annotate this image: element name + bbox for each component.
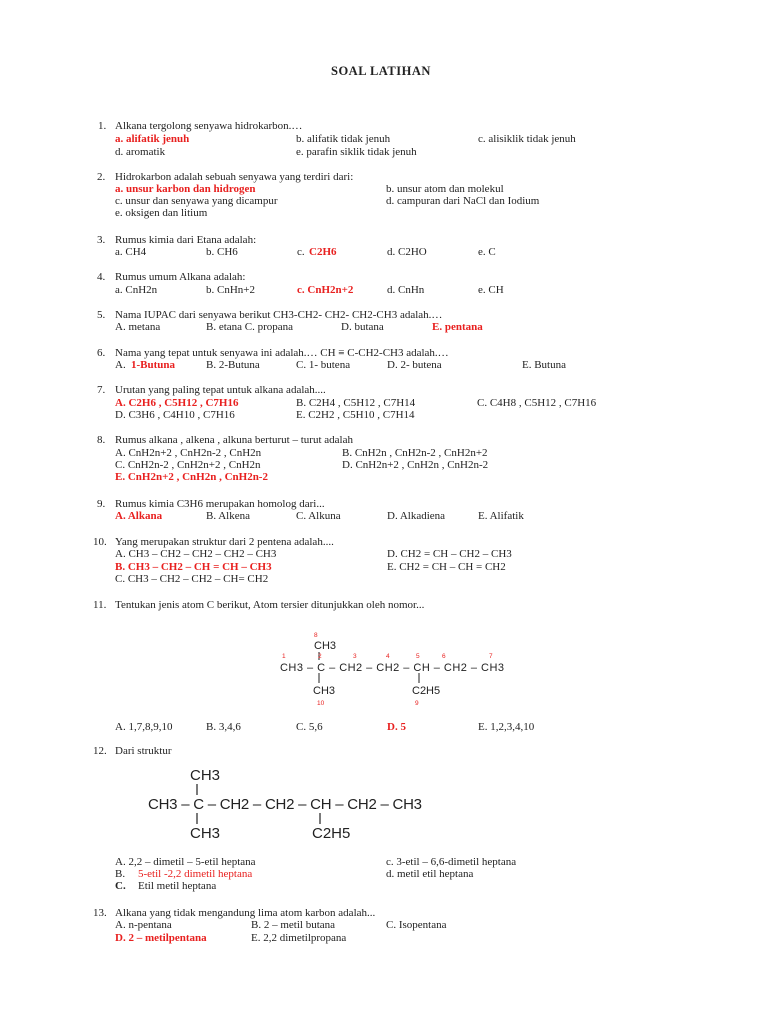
q1-option-e[interactable]: e. parafin siklik tidak jenuh: [296, 146, 417, 158]
q4-number: 4.: [97, 271, 106, 283]
q3-number: 3.: [97, 234, 106, 246]
q5-option-a[interactable]: A. metana: [115, 321, 161, 333]
q11-num-4: 4: [386, 653, 390, 660]
q11-text: Tentukan jenis atom C berikut, Atom tersier ditunjukkan oleh nomor...: [115, 599, 425, 611]
q1-option-d[interactable]: d. aromatik: [115, 146, 166, 158]
q12-option-a[interactable]: A. 2,2 – dimetil – 5-etil heptana: [115, 856, 256, 868]
q11-num-9: 9: [415, 700, 419, 707]
q13-option-b[interactable]: B. 2 – metil butana: [251, 919, 336, 931]
q10-option-a[interactable]: A. CH3 – CH2 – CH2 – CH2 – CH3: [115, 548, 277, 560]
q12-option-b-prefix: B.: [115, 868, 126, 880]
q5-option-b[interactable]: B. etana C. propana: [206, 321, 294, 333]
q6-option-a-prefix: A.: [115, 359, 126, 371]
q11-top-ch3: CH3: [314, 640, 337, 652]
q6-option-d[interactable]: D. 2- butena: [387, 359, 442, 371]
q2-text: Hidrokarbon adalah sebuah senyawa yang terdiri dari:: [115, 171, 354, 183]
q11-num-6: 6: [442, 653, 446, 660]
q12-structure-diagram: [140, 762, 440, 842]
q4-option-e[interactable]: e. CH: [478, 284, 504, 296]
q11-num-3: 3: [353, 653, 357, 660]
q12-number: 12.: [93, 745, 107, 757]
q12-bottom-left-ch3: CH3: [190, 825, 221, 842]
q10-number: 10.: [93, 536, 107, 548]
q7-text: Urutan yang paling tepat untuk alkana adalah....: [115, 384, 326, 396]
q6-option-b[interactable]: B. 2-Butuna: [206, 359, 260, 371]
q11-num-5: 5: [416, 653, 420, 660]
q10-option-d[interactable]: D. CH2 = CH – CH2 – CH3: [387, 548, 512, 560]
q11-bottom-left-ch3: CH3: [313, 685, 336, 697]
q11-option-d[interactable]: D. 5: [387, 721, 406, 733]
q12-top-ch3: CH3: [190, 767, 221, 784]
q11-num-7: 7: [489, 653, 493, 660]
q5-text: Nama IUPAC dari senyawa berikut CH3-CH2- CH2- CH2-CH3 adalah.…: [115, 309, 443, 321]
q13-text: Alkana yang tidak mengandung lima atom karbon adalah...: [115, 907, 376, 919]
q3-option-c-prefix: c.: [297, 246, 305, 258]
q11-option-e[interactable]: E. 1,2,3,4,10: [478, 721, 535, 733]
q9-option-d[interactable]: D. Alkadiena: [387, 510, 446, 522]
q12-main-chain: CH3 – C – CH2 – CH2 – CH – CH2 – CH3: [148, 796, 422, 813]
q8-option-e[interactable]: E. CnH2n+2 , CnH2n , CnH2n-2: [115, 471, 268, 483]
q8-option-a[interactable]: A. CnH2n+2 , CnH2n-2 , CnH2n: [115, 447, 262, 459]
q2-option-c[interactable]: c. unsur dan senyawa yang dicampur: [115, 195, 278, 207]
q13-number: 13.: [93, 907, 107, 919]
q1-option-b[interactable]: b. alifatik tidak jenuh: [296, 133, 391, 145]
q11-option-b[interactable]: B. 3,4,6: [206, 721, 241, 733]
q2-number: 2.: [97, 171, 106, 183]
q8-option-b[interactable]: B. CnH2n , CnH2n-2 , CnH2n+2: [342, 447, 488, 459]
q3-option-e[interactable]: e. C: [478, 246, 496, 258]
q1-option-a[interactable]: a. alifatik jenuh: [115, 133, 190, 145]
q2-option-e[interactable]: e. oksigen dan litium: [115, 207, 208, 219]
q9-number: 9.: [97, 498, 106, 510]
q7-option-b[interactable]: B. C2H4 , C5H12 , C7H14: [296, 397, 416, 409]
q3-option-d[interactable]: d. C2HO: [387, 246, 427, 258]
q7-number: 7.: [97, 384, 106, 396]
q5-option-e[interactable]: E. pentana: [432, 321, 483, 333]
q1-option-c[interactable]: c. alisiklik tidak jenuh: [478, 133, 576, 145]
q12-option-dd[interactable]: d. metil etil heptana: [386, 868, 474, 880]
q11-option-a[interactable]: A. 1,7,8,9,10: [115, 721, 173, 733]
q2-option-a[interactable]: a. unsur karbon dan hidrogen: [115, 183, 256, 195]
q13-option-d[interactable]: D. 2 – metilpentana: [115, 932, 207, 944]
q2-option-b[interactable]: b. unsur atom dan molekul: [386, 183, 504, 195]
q11-num-1: 1: [282, 653, 286, 660]
q12-option-c-prefix: C.: [115, 880, 126, 892]
q6-number: 6.: [97, 347, 106, 359]
q6-option-e[interactable]: E. Butuna: [522, 359, 566, 371]
q9-option-e[interactable]: E. Alifatik: [478, 510, 524, 522]
q6-text: Nama yang tepat untuk senyawa ini adalah.… CH ≡ C-CH2-CH3 adalah.…: [115, 347, 449, 359]
q2-option-d[interactable]: d. campuran dari NaCl dan Iodium: [386, 195, 540, 207]
q12-text: Dari struktur: [115, 745, 172, 757]
q4-text: Rumus umum Alkana adalah:: [115, 271, 246, 283]
q6-option-c[interactable]: C. 1- butena: [296, 359, 351, 371]
q11-bottom-right-c2h5: C2H5: [412, 685, 441, 697]
q10-option-b[interactable]: B. CH3 – CH2 – CH = CH – CH3: [115, 561, 272, 573]
q7-option-e[interactable]: E. C2H2 , C5H10 , C7H14: [296, 409, 415, 421]
q7-option-a[interactable]: A. C2H6 , C5H12 , C7H16: [115, 397, 239, 409]
q10-option-e[interactable]: E. CH2 = CH – CH = CH2: [387, 561, 506, 573]
q9-option-c[interactable]: C. Alkuna: [296, 510, 341, 522]
q12-option-c[interactable]: Etil metil heptana: [138, 880, 217, 892]
q9-text: Rumus kimia C3H6 merupakan homolog dari...: [115, 498, 325, 510]
q8-text: Rumus alkana , alkena , alkuna berturut – turut adalah: [115, 434, 353, 446]
q11-num-8: 8: [314, 632, 318, 639]
q11-structure-diagram: [270, 625, 520, 710]
q11-num-2: 2: [318, 653, 322, 660]
q7-option-d[interactable]: D. C3H6 , C4H10 , C7H16: [115, 409, 235, 421]
q11-number: 11.: [93, 599, 107, 611]
q8-number: 8.: [97, 434, 106, 446]
q12-option-b[interactable]: 5-etil -2,2 dimetil heptana: [138, 868, 253, 880]
q3-option-c[interactable]: C2H6: [309, 246, 337, 258]
q12-bottom-right-c2h5: C2H5: [312, 825, 351, 842]
q7-option-c[interactable]: C. C4H8 , C5H12 , C7H16: [477, 397, 597, 409]
q9-option-b[interactable]: B. Alkena: [206, 510, 250, 522]
q5-option-d[interactable]: D. butana: [341, 321, 384, 333]
q13-option-e[interactable]: E. 2,2 dimetilpropana: [251, 932, 347, 944]
q6-option-a[interactable]: 1-Butuna: [131, 359, 176, 371]
q13-option-c[interactable]: C. Isopentana: [386, 919, 447, 931]
q3-option-b[interactable]: b. CH6: [206, 246, 238, 258]
q3-option-a[interactable]: a. CH4: [115, 246, 147, 258]
q4-option-b[interactable]: b. CnHn+2: [206, 284, 255, 296]
q1-text: Alkana tergolong senyawa hidrokarbon.…: [115, 120, 303, 132]
q13-option-a[interactable]: A. n-pentana: [115, 919, 172, 931]
q4-option-a[interactable]: a. CnH2n: [115, 284, 158, 296]
q4-option-c[interactable]: c. CnH2n+2: [297, 284, 354, 296]
q10-text: Yang merupakan struktur dari 2 pentena adalah....: [115, 536, 334, 548]
q8-option-c[interactable]: C. CnH2n-2 , CnH2n+2 , CnH2n: [115, 459, 261, 471]
q11-option-c[interactable]: C. 5,6: [296, 721, 323, 733]
q11-num-10: 10: [317, 700, 325, 707]
q12-option-cc[interactable]: c. 3-etil – 6,6-dimetil heptana: [386, 856, 517, 868]
q8-option-d[interactable]: D. CnH2n+2 , CnH2n , CnH2n-2: [342, 459, 489, 471]
q4-option-d[interactable]: d. CnHn: [387, 284, 425, 296]
q10-option-c[interactable]: C. CH3 – CH2 – CH2 – CH= CH2: [115, 573, 269, 585]
q9-option-a[interactable]: A. Alkana: [115, 510, 163, 522]
q3-text: Rumus kimia dari Etana adalah:: [115, 234, 257, 246]
q5-number: 5.: [97, 309, 106, 321]
page-title: SOAL LATIHAN: [331, 64, 431, 78]
q11-main-chain: CH3 – C – CH2 – CH2 – CH – CH2 – CH3: [280, 662, 504, 674]
q1-number: 1.: [98, 120, 107, 132]
